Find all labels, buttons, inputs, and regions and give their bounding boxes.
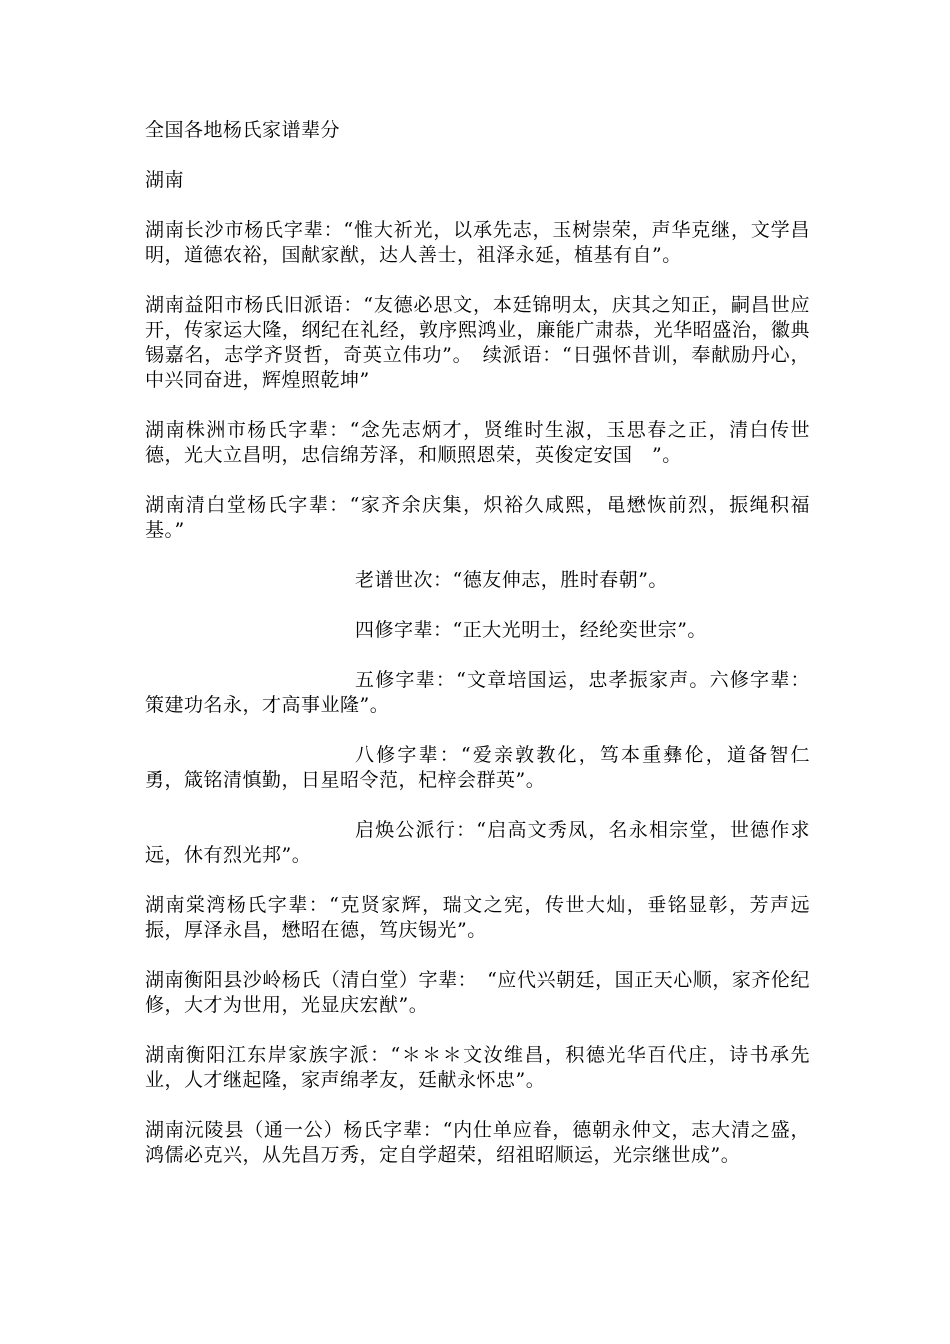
document-page	[145, 118, 810, 1193]
paragraph-fourth-revision: 四修字辈：“正大光明士，经纶奕世宗”。	[355, 619, 707, 641]
paragraph-eighth-revision: 八修字辈：“爱亲敦教化，笃本重彝伦，道备智仁勇，箴铭清慎勤，日星昭令范，杞梓会群英”。	[145, 744, 810, 791]
region-heading: 湖南	[145, 169, 185, 191]
paragraph-hengyang-shaling: 湖南衡阳县沙岭杨氏（清白堂）字辈： “应代兴朝廷，国正天心顺，家齐伦纪修，大才为世用，光显庆宏猷”。	[145, 969, 810, 1016]
paragraph-zhuzhou: 湖南株洲市杨氏字辈：“念先志炳才，贤维时生淑，玉思春之正，清白传世德，光大立昌明，忠信绵芳泽，和顺照恩荣，英俊定安国 ”。	[145, 419, 810, 466]
paragraph-fifth-revision: 五修字辈：“文章培国运，忠孝振家声。六修字辈：策建功名永，才高事业隆”。	[145, 669, 810, 716]
paragraph-qihuan-branch: 启焕公派行：“启高文秀凤，名永相宗堂，世德作求远，休有烈光邦”。	[145, 819, 810, 866]
paragraph-changsha: 湖南长沙市杨氏字辈：“惟大祈光，以承先志，玉树崇荣，声华克继，文学昌明，道德农裕，国献家猷，达人善士，祖泽永延，植基有自”。	[145, 219, 810, 266]
paragraph-tangwan: 湖南棠湾杨氏字辈：“克贤家辉，瑞文之宪，传世大灿，垂铭显彰，芳声远振，厚泽永昌，懋昭在德，笃庆锡光”。	[145, 894, 810, 941]
paragraph-yuanling: 湖南沅陵县（通一公）杨氏字辈：“内仕单应眷，德朝永仲文，志大清之盛，鸿儒必克兴，从先昌万秀，定自学超荣，绍祖昭顺运，光宗继世成”。	[145, 1119, 810, 1166]
paragraph-old-genealogy: 老谱世次：“德友伸志，胜时春朝”。	[355, 569, 668, 591]
document-title: 全国各地杨氏家谱辈分	[145, 119, 341, 141]
paragraph-hengyang-jiangdongan: 湖南衡阳江东岸家族字派：“＊＊＊文汝维昌，积德光华百代庄，诗书承先业，人才继起隆，家声绵孝友，廷献永怀忠”。	[145, 1044, 810, 1091]
paragraph-qingbaitang: 湖南清白堂杨氏字辈：“家齐余庆集，炽裕久咸熙，黾懋恢前烈，振绳积福基。”	[145, 494, 810, 541]
paragraph-yiyang: 湖南益阳市杨氏旧派语：“友德必思文，本廷锦明太，庆其之知正，嗣昌世应开，传家运大隆，纲纪在礼经，敦序熙鸿业，廉能广肃恭，光华昭盛治，徽典锡嘉名，志学齐贤哲，奇英立伟功”。 续派语：“日强怀昔训，奉献励丹心，中兴同奋进，辉煌照乾坤”	[145, 294, 810, 391]
